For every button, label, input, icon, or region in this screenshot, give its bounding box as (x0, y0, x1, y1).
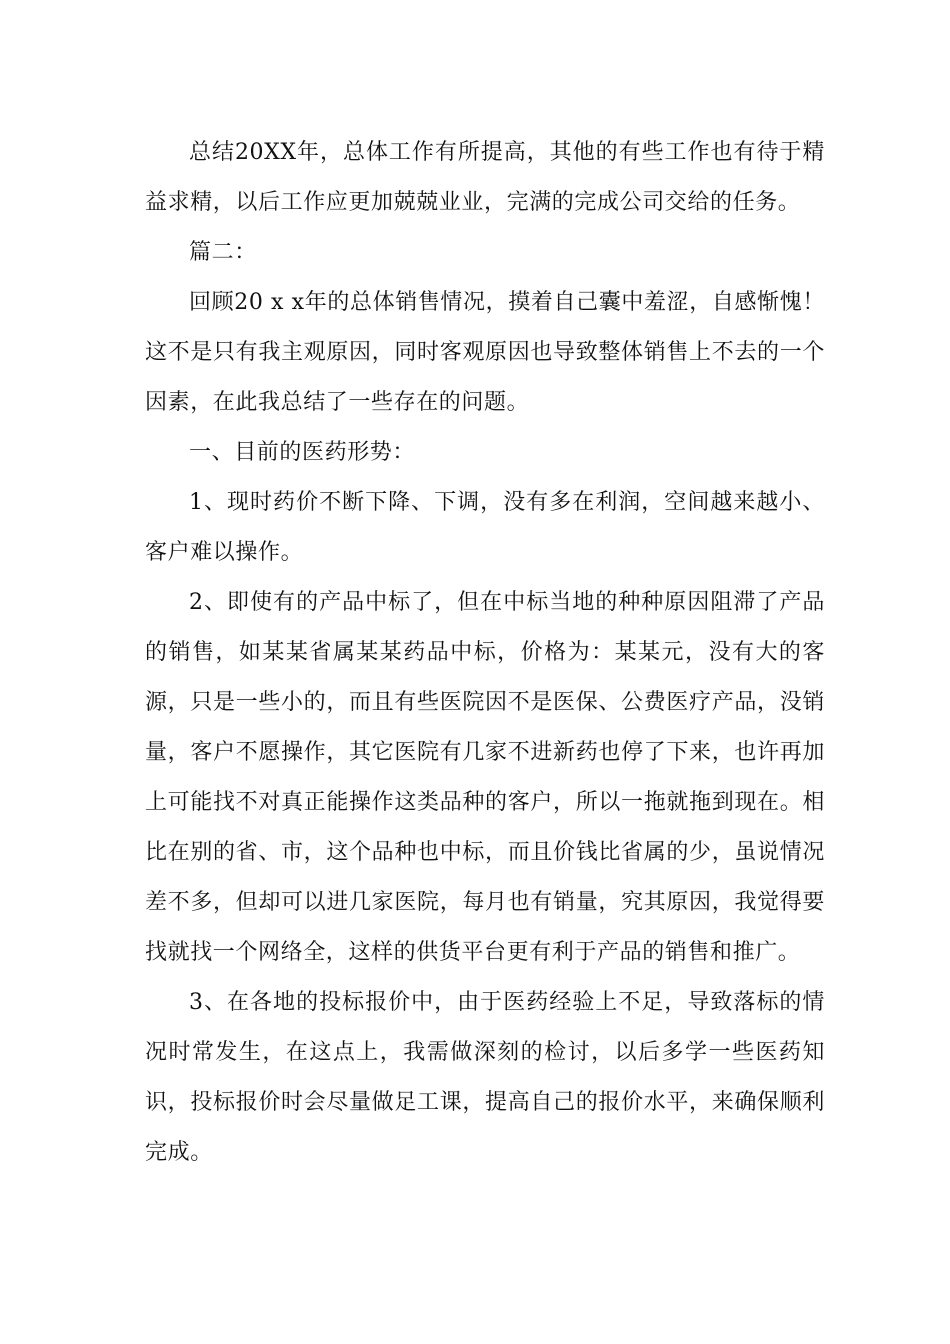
section-heading-part-two: 篇二： (189, 240, 257, 265)
section-heading-medical-situation: 一、目前的医药形势： (189, 440, 416, 465)
document-body (145, 128, 825, 1178)
list-item-2: 2、即使有的产品中标了，但在中标当地的种种原因阻滞了产品的销售，如某某省属某某药品中标，价格为：某某元，没有大的客源，只是一些小的，而且有些医院因不是医保、公费医疗产品，没销量，客户不愿操作，其它医院有几家不进新药也停了下来，也许再加上可能找不对真正能操作这类品种的客户，所以一拖就拖到现在。相比在别的省、市，这个品种也中标，而且价钱比省属的少，虽说情况差不多，但却可以进几家医院，每月也有销量，究其原因，我觉得要找就找一个网络全，这样的供货平台更有利于产品的销售和推广。 (145, 590, 825, 965)
list-item-3: 3、在各地的投标报价中，由于医药经验上不足，导致落标的情况时常发生，在这点上，我需做深刻的检讨，以后多学一些医药知识，投标报价时会尽量做足工课，提高自己的报价水平，来确保顺利完成。 (145, 990, 825, 1165)
paragraph-summary: 总结20XX年，总体工作有所提高，其他的有些工作也有待于精益求精，以后工作应更加兢兢业业，完满的完成公司交给的任务。 (145, 140, 825, 215)
paragraph-review: 回顾20 x x年的总体销售情况，摸着自己囊中羞涩，自感惭愧！这不是只有我主观原因，同时客观原因也导致整体销售上不去的一个因素，在此我总结了一些存在的问题。 (145, 290, 825, 415)
list-item-1: 1、现时药价不断下降、下调，没有多在利润，空间越来越小、客户难以操作。 (145, 490, 825, 565)
